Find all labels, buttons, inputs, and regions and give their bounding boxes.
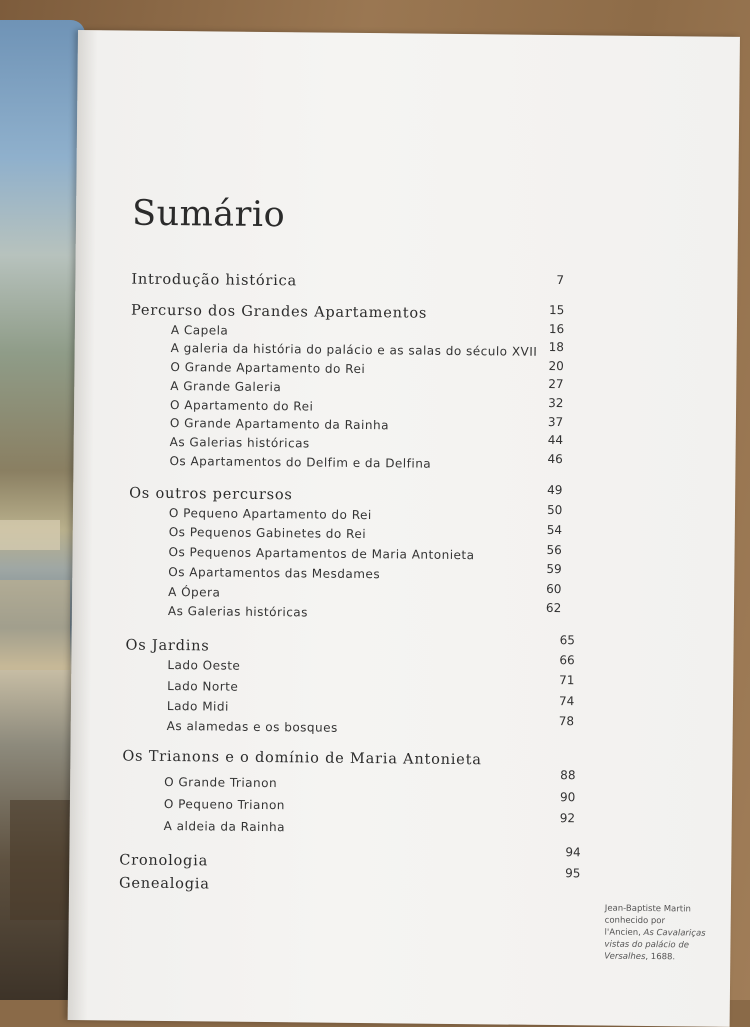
page-number: 94	[565, 845, 581, 860]
toc-entry: O Grande Trianon	[164, 774, 278, 791]
page-title: Sumário	[131, 193, 286, 236]
toc-entry: Os Apartamentos do Delfim e da Delfina	[169, 453, 432, 471]
page-number: 37	[547, 414, 564, 430]
toc-entry: A Ópera	[168, 584, 221, 600]
toc-entry: O Pequeno Trianon	[163, 796, 286, 813]
page-number: 15	[549, 302, 565, 318]
image-caption	[604, 903, 717, 964]
page-number: 46	[547, 451, 563, 467]
toc-entry: Lado Norte	[167, 678, 239, 694]
page-number: 16	[548, 321, 565, 337]
section-title: Genealogia	[118, 875, 210, 893]
caption-line	[604, 951, 716, 964]
section-title: Introdução histórica	[131, 271, 298, 290]
toc-entry: O Pequeno Apartamento do Rei	[168, 505, 372, 523]
page-number: 92	[559, 811, 576, 826]
page-number: 71	[559, 673, 575, 688]
toc-entry: Os Pequenos Apartamentos de Maria Antonieta	[168, 544, 475, 563]
toc-entry: A Capela	[170, 322, 229, 338]
toc-entry: Lado Midi	[166, 698, 229, 714]
page-number: 50	[546, 502, 563, 518]
toc-entry: As alamedas e os bosques	[166, 718, 338, 735]
toc-entry: A aldeia da Rainha	[163, 818, 286, 835]
caption-italic: As Cavalariças	[643, 927, 706, 939]
toc-entry: Os Pequenos Gabinetes do Rei	[168, 524, 367, 542]
caption-italic: Versalhes	[604, 951, 646, 962]
section-title: Os Trianons e o domínio de Maria Antonieta	[122, 748, 482, 769]
page-number: 66	[559, 653, 575, 668]
page-number: 65	[559, 633, 575, 648]
page-number: 54	[546, 522, 563, 538]
section-title: Cronologia	[119, 852, 209, 870]
section-title: Os outros percursos	[129, 485, 293, 504]
page-number: 74	[558, 694, 575, 709]
toc-entry: O Grande Apartamento do Rei	[170, 359, 366, 377]
caption-text: l'Ancien,	[604, 927, 644, 938]
page-number: 44	[547, 432, 564, 448]
book-page	[68, 30, 740, 1027]
toc-entry: A galeria da história do palácio e as salas do século XVII	[170, 340, 538, 359]
page-number: 62	[545, 600, 562, 616]
page-number: 32	[548, 395, 564, 411]
page-number: 7	[556, 273, 565, 288]
page-number: 95	[565, 866, 581, 881]
page-number: 20	[548, 358, 564, 374]
page-number: 88	[560, 768, 576, 783]
caption-line: conhecido por	[604, 915, 666, 927]
page-number: 27	[548, 376, 564, 392]
page-number: 60	[546, 581, 562, 597]
page-number: 59	[546, 561, 562, 577]
page-number: 90	[559, 790, 576, 805]
toc-entry: Os Apartamentos das Mesdames	[168, 564, 381, 582]
caption-line: Jean-Baptiste Martin	[604, 903, 691, 915]
section-title: Percurso dos Grandes Apartamentos	[130, 302, 428, 322]
section-title: Os Jardins	[125, 637, 210, 655]
toc-entry: O Grande Apartamento da Rainha	[169, 415, 390, 433]
page-number: 18	[548, 339, 565, 355]
toc-entry: A Grande Galeria	[170, 378, 282, 395]
page-number: 56	[546, 542, 562, 558]
toc-entry: As Galerias históricas	[169, 434, 310, 451]
page-number: 49	[547, 482, 563, 498]
caption-text: , 1688.	[645, 951, 676, 963]
caption-italic: vistas do palácio de	[604, 939, 690, 951]
toc-entry: Lado Oeste	[167, 657, 241, 673]
toc-entry: As Galerias históricas	[167, 603, 309, 620]
page-number: 78	[558, 714, 575, 729]
toc-entry: O Apartamento do Rei	[170, 397, 314, 414]
